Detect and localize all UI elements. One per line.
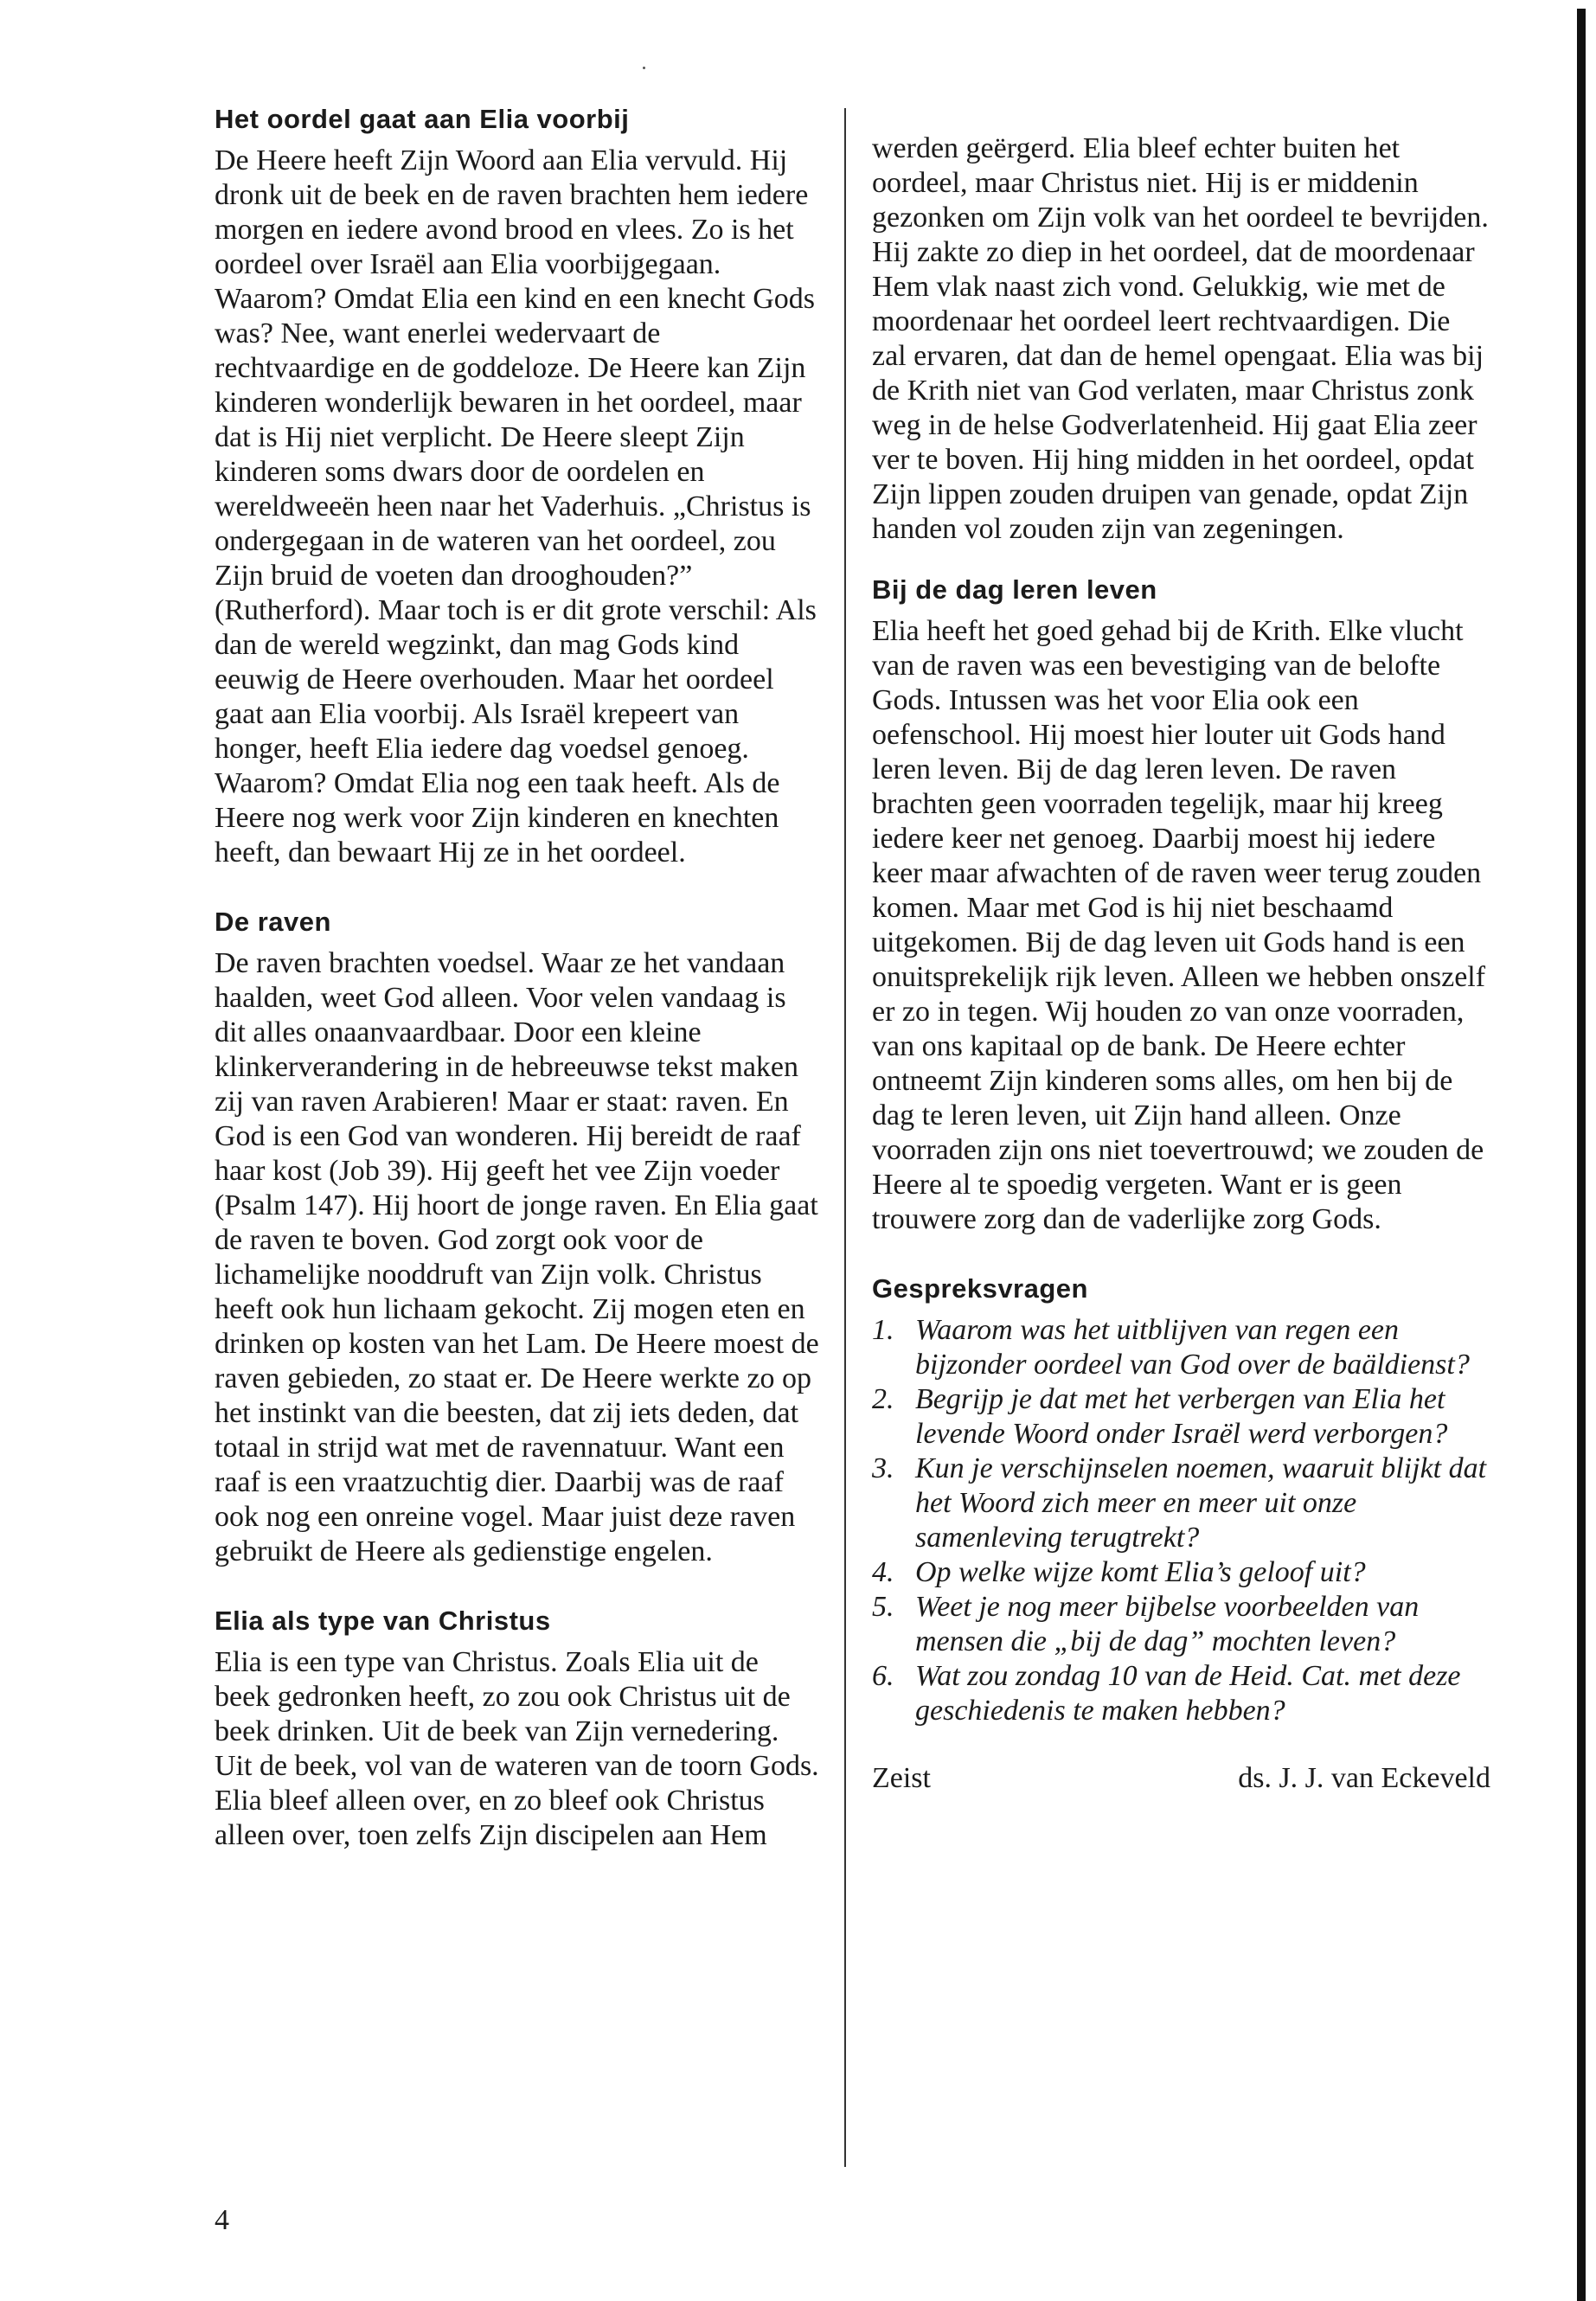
right-column [872,102,1490,1796]
page-number: 4 [215,2204,229,2236]
question-item: 4. Op welke wijze komt Elia’s geloof uit? [872,1556,1366,1588]
question-item: 3. Kun je verschijnselen noemen, waaruit blijkt dat het Woord zich meer en meer uit onze samenleving terugtrekt? [872,1452,1487,1554]
question-item: 2. Begrijp je dat met het verbergen van Elia het levende Woord onder Israël werd verborgen? [872,1383,1448,1450]
continued-text: werden geërgerd. Elia bleef echter buiten het oordeel, maar Christus niet. Hij is er middenin gezonken om Zijn volk van het oordeel te bevrijden. Hij zakte zo diep in het oordeel, dat de moordenaar Hem vlak naast zich vond. Gelukkig, wie met de moordenaar het oordeel leert rechtvaardigen. Die zal ervaren, dat dan de hemel opengaat. Elia was bij de Krith niet van God verlaten, maar Christus zonk weg in de helse Godverlatenheid. Hij gaat Elia zeer ver te boven. Hij hing midden in het oordeel, opdat Zijn lippen zouden druipen van genade, opdat Zijn handen vol zouden zijn van zegeningen. [872,132,1489,545]
signature-line [872,1761,1490,1796]
section-heading: Bij de dag leren leven [872,574,1157,605]
section-type-christus [215,1604,820,1853]
section-heading: Het oordel gaat aan Elia voorbij [215,104,630,134]
section-gespreksvragen [872,1272,1490,1728]
page-edge-bar [1577,9,1586,2301]
question-item: 1. Waarom was het uitblijven van regen een bijzonder oordeel van God over de baäldienst? [872,1314,1470,1381]
signature-author: ds. J. J. van Eckeveld [1238,1762,1490,1794]
question-list [872,1313,1490,1728]
section-raven [215,905,820,1569]
question-item: 5. Weet je nog meer bijbelse voorbeelden van mensen die „bij de dag” mochten leven? [872,1591,1420,1657]
section-oordeel [215,102,820,870]
scan-speck [643,67,645,69]
section-heading: De raven [215,907,331,937]
section-body: De Heere heeft Zijn Woord aan Elia vervuld. Hij dronk uit de beek en de raven brachten hem iedere morgen en iedere avond brood en vlees. Zo is het oordeel over Israël aan Elia voorbijgegaan. Waarom? Omdat Elia een kind en een knecht Gods was? Nee, want enerlei wedervaart de rechtvaardige en de goddeloze. De Heere kan Zijn kinderen wonderlijk bewaren in het oordeel, maar dat is Hij niet verplicht. De Heere sleept Zijn kinderen soms dwars door de oordelen en wereldweeën heen naar het Vaderhuis. „Christus is ondergegaan in de wateren van het oordeel, zou Zijn bruid de voeten dan drooghouden?” (Rutherford). Maar toch is er dit grote verschil: Als dan de wereld wegzinkt, dan mag Gods kind eeuwig de Heere overhouden. Maar het oordeel gaat aan Elia voorbij. Als Israël krepeert van honger, heeft Elia iedere dag voedsel genoeg. Waarom? Omdat Elia nog een taak heeft. Als de Heere nog werk voor Zijn kinderen en knechten heeft, dan bewaart Hij ze in het oordeel. [215,144,817,868]
section-bij-de-dag [872,573,1490,1237]
column-divider [844,108,846,2167]
section-heading: Gespreksvragen [872,1273,1088,1304]
left-column [215,102,820,1868]
section-body: Elia heeft het goed gehad bij de Krith. Elke vlucht van de raven was een bevestiging van de belofte Gods. Intussen was het voor Elia ook een oefenschool. Hij moest hier louter uit Gods hand leren leven. Bij de dag leren leven. De raven brachten geen voorraden tegelijk, maar hij kreeg iedere keer net genoeg. Daarbij moest hij iedere keer maar afwachten of de raven weer terug zouden komen. Maar met God is hij niet beschaamd uitgekomen. Bij de dag leven uit Gods hand is een onuitsprekelijk rijk leven. Alleen we hebben onszelf er zo in tegen. Wij houden zo van onze voorraden, van ons kapitaal op de bank. De Heere echter ontneemt Zijn kinderen soms alles, om hen bij de dag te leren leven, uit Zijn hand alleen. Onze voorraden zijn ons niet toevertrouwd; we zouden de Heere al te spoedig vergeten. Want er is geen trouwere zorg dan de vaderlijke zorg Gods. [872,615,1486,1235]
section-body: Elia is een type van Christus. Zoals Elia uit de beek gedronken heeft, zo zou ook Christus uit de beek drinken. Uit de beek van Zijn vernedering. Uit de beek, vol van de wateren van de toorn Gods. Elia bleef alleen over, en zo bleef ook Christus alleen over, toen zelfs Zijn discipelen aan Hem [215,1646,819,1851]
question-item: 6. Wat zou zondag 10 van de Heid. Cat. met deze geschiedenis te maken hebben? [872,1660,1461,1727]
section-body: De raven brachten voedsel. Waar ze het vandaan haalden, weet God alleen. Voor velen vandaag is dit alles onaanvaardbaar. Door een kleine klinkerverandering in de hebreeuwse tekst maken zij van raven Arabieren! Maar er staat: raven. En God is een God van wonderen. Hij bereidt de raaf haar kost (Job 39). Hij geeft het vee Zijn voeder (Psalm 147). Hij hoort de jonge raven. En Elia gaat de raven te boven. God zorgt ook voor de lichamelijke nooddruft van Zijn volk. Christus heeft ook hun lichaam gekocht. Zij mogen eten en drinken op kosten van het Lam. De Heere moest de raven gebieden, zo staat er. De Heere werkte zo op het instinkt van die beesten, dat zij iets deden, dat totaal in strijd wat met de ravennatuur. Want een raaf is een vraatzuchtig dier. Daarbij was de raaf ook nog een onreine vogel. Maar juist deze raven gebruikt de Heere als gedienstige engelen. [215,947,819,1567]
signature-place: Zeist [872,1762,931,1794]
section-heading: Elia als type van Christus [215,1606,551,1636]
